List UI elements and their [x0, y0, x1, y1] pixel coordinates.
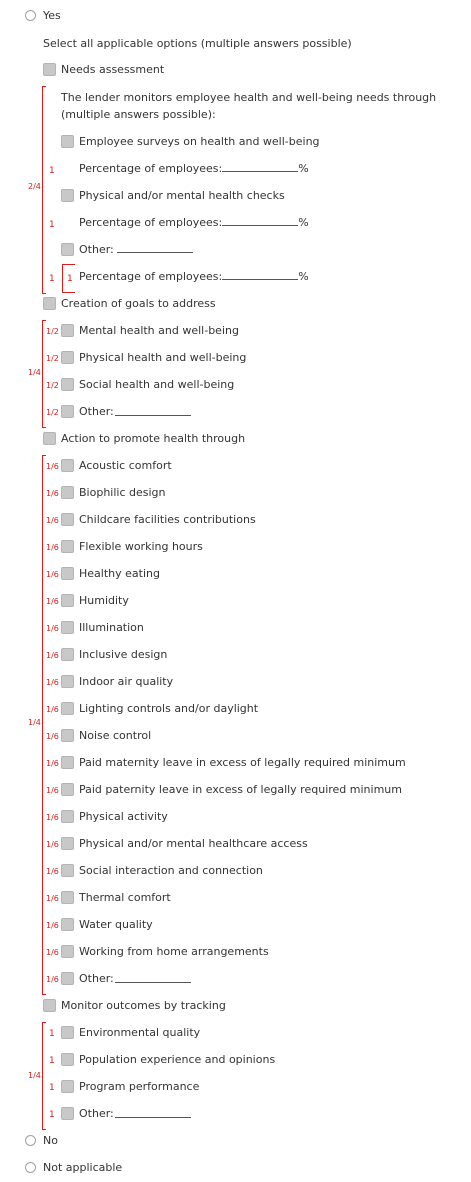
checkbox-actions-item[interactable]	[61, 756, 74, 769]
checkbox-actions-item[interactable]	[61, 540, 74, 553]
bracket-monitor	[42, 1022, 46, 1130]
checkbox-actions-item[interactable]	[61, 648, 74, 661]
score-other-percentage: 1	[67, 274, 73, 284]
goals-item-score: 1/2	[46, 408, 59, 417]
checkbox-actions-item[interactable]	[61, 783, 74, 796]
actions-item-score: 1/6	[46, 651, 59, 660]
actions-item-label: Humidity	[79, 594, 129, 607]
score-goals: 1/4	[28, 368, 41, 377]
label-not-applicable: Not applicable	[43, 1161, 123, 1174]
percent-unit-3: %	[298, 270, 309, 283]
actions-item-score: 1/6	[46, 975, 59, 984]
checkbox-monitor-item[interactable]	[61, 1053, 74, 1066]
checkbox-actions-item[interactable]	[61, 945, 74, 958]
monitor-item-label: Program performance	[79, 1080, 200, 1093]
score-needs-assessment: 2/4	[28, 182, 41, 191]
actions-item-score: 1/6	[46, 867, 59, 876]
checkbox-actions-item[interactable]	[61, 729, 74, 742]
goals-item-score: 1/2	[46, 381, 59, 390]
checkbox-actions-item[interactable]	[61, 675, 74, 688]
actions-item-label: Physical and/or mental healthcare access	[79, 837, 308, 850]
actions-item-label: Other:	[79, 972, 114, 985]
label-health-checks: Physical and/or mental health checks	[79, 189, 285, 202]
actions-item-score: 1/6	[46, 921, 59, 930]
monitor-item-score: 1	[49, 1056, 55, 1066]
actions-item-score: 1/6	[46, 759, 59, 768]
actions-item-label: Noise control	[79, 729, 152, 742]
monitor-item-label: Environmental quality	[79, 1026, 201, 1039]
actions-item-score: 1/6	[46, 840, 59, 849]
goals-item-score: 1/2	[46, 354, 59, 363]
checkbox-goals-item[interactable]	[61, 405, 74, 418]
actions-item-label: Physical activity	[79, 810, 168, 823]
actions-item-score: 1/6	[46, 624, 59, 633]
percent-unit-2: %	[298, 216, 309, 229]
checkbox-goals-item[interactable]	[61, 324, 74, 337]
checkbox-actions-item[interactable]	[61, 486, 74, 499]
percentage-label-1: Percentage of employees:	[79, 162, 223, 175]
actions-item-score: 1/6	[46, 516, 59, 525]
label-goals: Creation of goals to address	[61, 297, 216, 310]
bracket-actions	[42, 455, 46, 995]
goals-item-label: Other:	[79, 405, 114, 418]
actions-item-label: Thermal comfort	[79, 891, 171, 904]
needs-intro-line2: (multiple answers possible):	[61, 108, 216, 121]
actions-item-score: 1/6	[46, 786, 59, 795]
actions-item-score: 1/6	[46, 894, 59, 903]
radio-not-applicable[interactable]	[25, 1162, 36, 1173]
checkbox-surveys[interactable]	[61, 135, 74, 148]
actions-item-label: Illumination	[79, 621, 144, 634]
label-needs-other: Other:	[79, 241, 193, 259]
percentage-label-3: Percentage of employees:	[79, 270, 223, 283]
checkbox-actions-item[interactable]	[61, 810, 74, 823]
checkbox-actions-item[interactable]	[61, 567, 74, 580]
score-percentage-3: 1	[49, 274, 55, 284]
checkbox-actions-item[interactable]	[61, 891, 74, 904]
checkbox-health-checks[interactable]	[61, 189, 74, 202]
actions-item-score: 1/6	[46, 948, 59, 957]
checkbox-needs-assessment[interactable]	[43, 63, 56, 76]
monitor-item-score: 1	[49, 1110, 55, 1120]
needs-intro-line1: The lender monitors employee health and well-being needs through	[61, 91, 437, 104]
checkbox-actions[interactable]	[43, 432, 56, 445]
label-actions: Action to promote health through	[61, 432, 246, 445]
label-no: No	[43, 1134, 58, 1147]
score-percentage-1: 1	[49, 166, 55, 176]
percentage-input-2[interactable]	[222, 215, 298, 226]
score-percentage-2: 1	[49, 220, 55, 230]
actions-item-score: 1/6	[46, 678, 59, 687]
checkbox-actions-item[interactable]	[61, 837, 74, 850]
radio-no[interactable]	[25, 1135, 36, 1146]
checkbox-actions-item[interactable]	[61, 621, 74, 634]
actions-item-score: 1/6	[46, 570, 59, 579]
checkbox-goals-item[interactable]	[61, 351, 74, 364]
actions-item-score: 1/6	[46, 705, 59, 714]
actions-other-input[interactable]	[115, 972, 191, 983]
actions-item-score: 1/6	[46, 597, 59, 606]
actions-item-label: Flexible working hours	[79, 540, 203, 553]
checkbox-actions-item[interactable]	[61, 594, 74, 607]
actions-item-label: Paid maternity leave in excess of legally required minimum	[79, 756, 406, 769]
actions-item-label: Childcare facilities contributions	[79, 513, 256, 526]
checkbox-actions-item[interactable]	[61, 513, 74, 526]
goals-item-score: 1/2	[46, 327, 59, 336]
needs-percentage-row-1	[79, 160, 309, 178]
bracket-needs-assessment	[42, 86, 46, 294]
checkbox-actions-item[interactable]	[61, 459, 74, 472]
actions-item-score: 1/6	[46, 462, 59, 471]
needs-percentage-row-3	[79, 268, 309, 286]
checkbox-actions-item[interactable]	[61, 702, 74, 715]
monitor-item-label: Population experience and opinions	[79, 1053, 276, 1066]
needs-other-input[interactable]	[117, 242, 193, 253]
percentage-input-1[interactable]	[222, 161, 298, 172]
checkbox-actions-item[interactable]	[61, 918, 74, 931]
checkbox-actions-item[interactable]	[61, 972, 74, 985]
percent-unit-1: %	[298, 162, 309, 175]
radio-yes[interactable]	[25, 10, 36, 21]
actions-item-score: 1/6	[46, 489, 59, 498]
checkbox-monitor-item[interactable]	[61, 1107, 74, 1120]
checkbox-goals-item[interactable]	[61, 378, 74, 391]
checkbox-monitor[interactable]	[43, 999, 56, 1012]
actions-item-label: Acoustic comfort	[79, 459, 172, 472]
actions-item-label: Inclusive design	[79, 648, 168, 661]
actions-item-score: 1/6	[46, 813, 59, 822]
label-monitor: Monitor outcomes by tracking	[61, 999, 226, 1012]
goals-item-label: Mental health and well-being	[79, 324, 239, 337]
checkbox-goals[interactable]	[43, 297, 56, 310]
actions-item-label: Social interaction and connection	[79, 864, 263, 877]
monitor-item-score: 1	[49, 1083, 55, 1093]
checkbox-monitor-item[interactable]	[61, 1026, 74, 1039]
checkbox-needs-other[interactable]	[61, 243, 74, 256]
actions-item-label: Biophilic design	[79, 486, 166, 499]
percentage-label-2: Percentage of employees:	[79, 216, 223, 229]
score-actions: 1/4	[28, 718, 41, 727]
actions-item-score: 1/6	[46, 543, 59, 552]
percentage-input-3[interactable]	[222, 269, 298, 280]
monitor-other-input[interactable]	[115, 1107, 191, 1118]
actions-item-label: Indoor air quality	[79, 675, 174, 688]
goals-item-label: Physical health and well-being	[79, 351, 247, 364]
score-monitor: 1/4	[28, 1071, 41, 1080]
label-needs-assessment: Needs assessment	[61, 63, 165, 76]
actions-item-label: Water quality	[79, 918, 153, 931]
label-surveys: Employee surveys on health and well-being	[79, 135, 320, 148]
label-yes: Yes	[43, 9, 61, 22]
actions-item-label: Paid paternity leave in excess of legally required minimum	[79, 783, 402, 796]
actions-item-label: Working from home arrangements	[79, 945, 269, 958]
monitor-item-label: Other:	[79, 1107, 114, 1120]
needs-percentage-row-2	[79, 214, 309, 232]
checkbox-monitor-item[interactable]	[61, 1080, 74, 1093]
goals-other-input[interactable]	[115, 405, 191, 416]
actions-item-label: Lighting controls and/or daylight	[79, 702, 259, 715]
instructions-text: Select all applicable options (multiple answers possible)	[43, 37, 352, 50]
goals-item-label: Social health and well-being	[79, 378, 235, 391]
checkbox-actions-item[interactable]	[61, 864, 74, 877]
actions-item-score: 1/6	[46, 732, 59, 741]
monitor-item-score: 1	[49, 1029, 55, 1039]
actions-item-label: Healthy eating	[79, 567, 160, 580]
